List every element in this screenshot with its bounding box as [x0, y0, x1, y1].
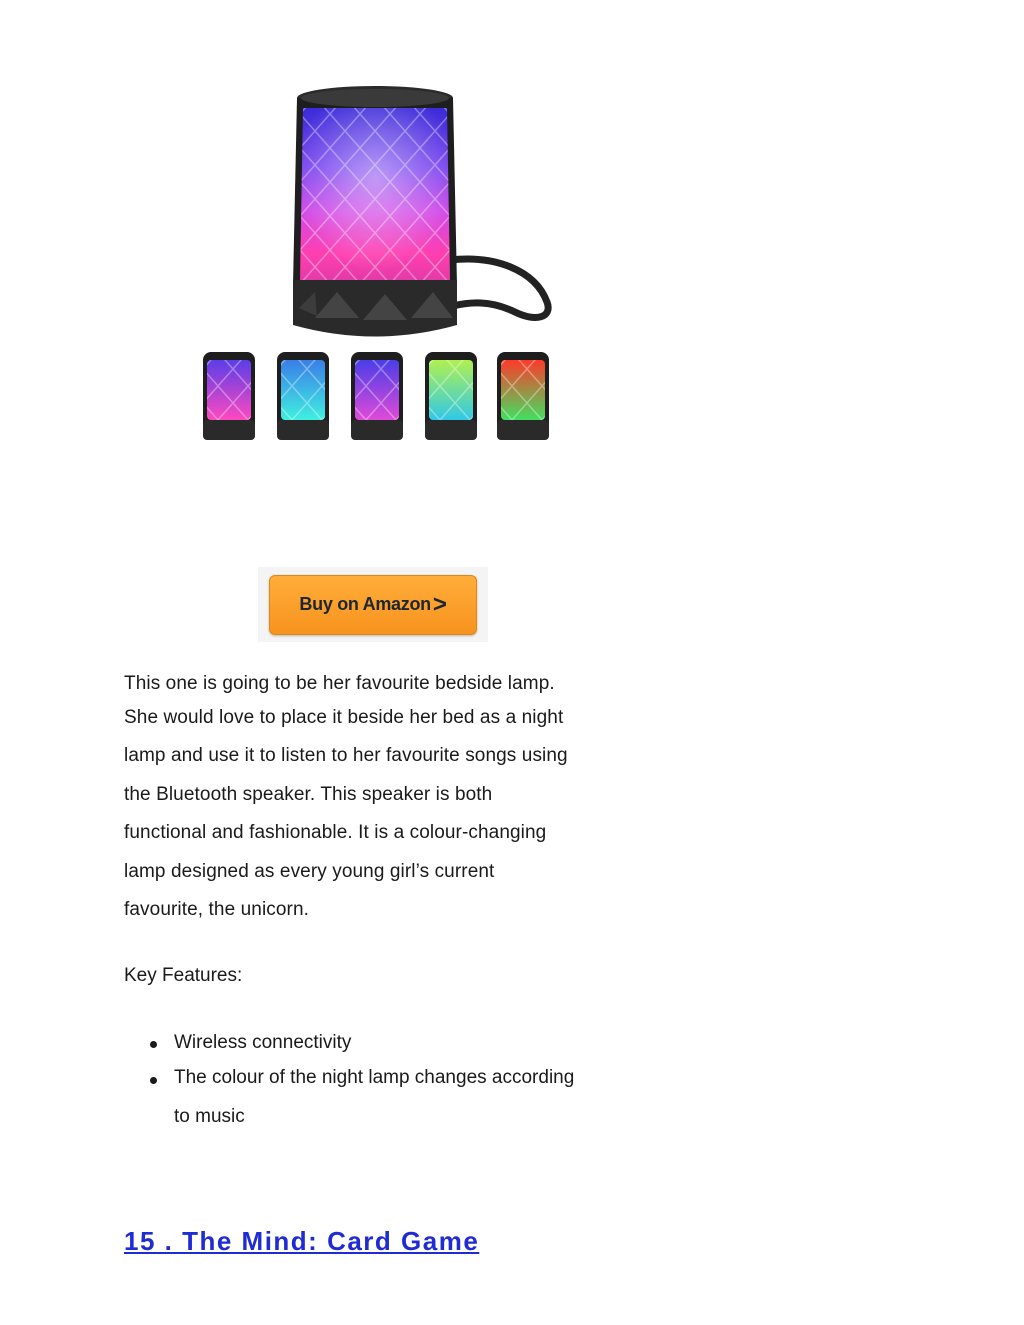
description-line: lamp and use it to listen to her favourite songs using — [124, 745, 568, 766]
feature-text: Wireless connectivity — [174, 1032, 352, 1053]
bullet-icon — [150, 1041, 157, 1048]
description-line: lamp designed as every young girl’s current — [124, 861, 495, 882]
buy-button-label: Buy on Amazon — [299, 594, 431, 614]
description-line: the Bluetooth speaker. This speaker is both — [124, 784, 493, 805]
description-line: favourite, the unicorn. — [124, 899, 310, 920]
description-line: This one is going to be her favourite bedside lamp. — [124, 673, 555, 694]
bullet-icon — [150, 1077, 157, 1084]
feature-text: The colour of the night lamp changes according — [174, 1067, 575, 1088]
buy-on-amazon-button[interactable] — [269, 575, 477, 635]
chevron-right-icon: > — [432, 590, 447, 618]
section-heading-link[interactable]: 15 . The Mind: Card Game — [124, 1226, 480, 1256]
key-features-heading: Key Features: — [124, 965, 243, 986]
description-line: She would love to place it beside her bed as a night — [124, 707, 564, 728]
description-line: functional and fashionable. It is a colour-changing — [124, 822, 547, 843]
buy-button-container — [258, 567, 488, 642]
product-image — [195, 80, 565, 450]
feature-text: to music — [174, 1106, 245, 1127]
